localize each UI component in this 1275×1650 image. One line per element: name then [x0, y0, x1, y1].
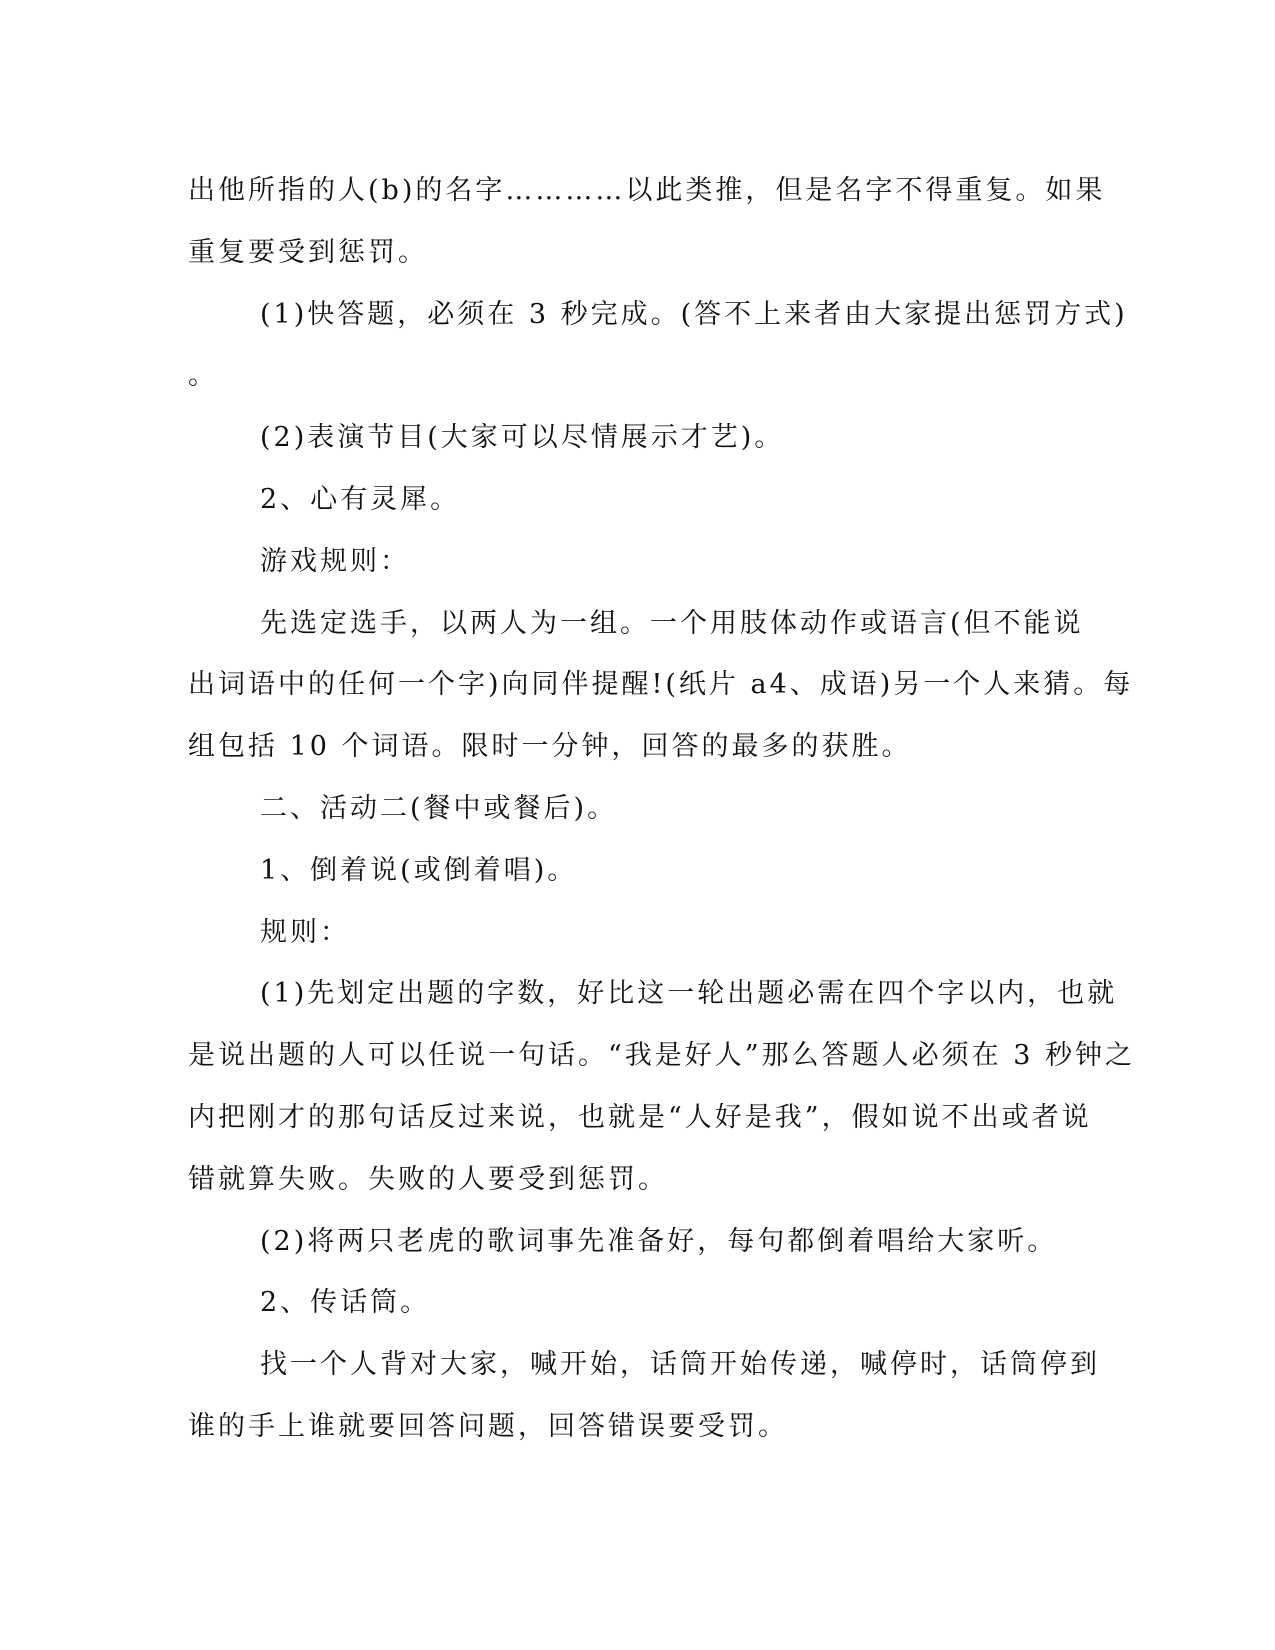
- text-line: 游戏规则：: [260, 545, 410, 577]
- text-line: 重复要受到惩罚。: [188, 236, 428, 268]
- text-line: 。: [188, 360, 218, 392]
- text-line: 找一个人背对大家，喊开始，话筒开始传递，喊停时，话筒停到: [260, 1349, 1100, 1381]
- text-line: 出词语中的任何一个字)向同伴提醒!(纸片 a4、成语)另一个人来猜。每: [188, 669, 1134, 701]
- document-body: [188, 160, 1135, 1458]
- text-line: (2)将两只老虎的歌词事先准备好，每句都倒着唱给大家听。: [260, 1225, 1058, 1257]
- text-line: 是说出题的人可以任说一句话。“我是好人”那么答题人必须在 3 秒钟之: [188, 1040, 1135, 1072]
- text-line: 谁的手上谁就要回答问题，回答错误要受罚。: [188, 1410, 788, 1442]
- text-line: 出他所指的人(b)的名字…………以此类推，但是名字不得重复。如果: [188, 175, 1106, 206]
- text-line: 规则：: [260, 916, 350, 948]
- text-line: 先选定选手，以两人为一组。一个用肢体动作或语言(但不能说: [260, 607, 1084, 639]
- text-line: 组包括 10 个词语。限时一分钟，回答的最多的获胜。: [188, 731, 912, 763]
- text-line: 错就算失败。失败的人要受到惩罚。: [188, 1163, 668, 1195]
- section-heading: 二、活动二(餐中或餐后)。: [260, 792, 618, 824]
- text-line: 内把刚才的那句话反过来说，也就是“人好是我”，假如说不出或者说: [188, 1101, 1092, 1133]
- section-heading: 2、心有灵犀。: [260, 483, 461, 515]
- text-line: (2)表演节目(大家可以尽情展示才艺)。: [260, 422, 785, 454]
- section-heading: 1、倒着说(或倒着唱)。: [260, 854, 578, 886]
- section-heading: 2、传话筒。: [260, 1287, 431, 1319]
- text-line: (1)先划定出题的字数，好比这一轮出题必需在四个字以内，也就: [260, 978, 1118, 1010]
- text-line: (1)快答题，必须在 3 秒完成。(答不上来者由大家提出惩罚方式): [260, 298, 1128, 330]
